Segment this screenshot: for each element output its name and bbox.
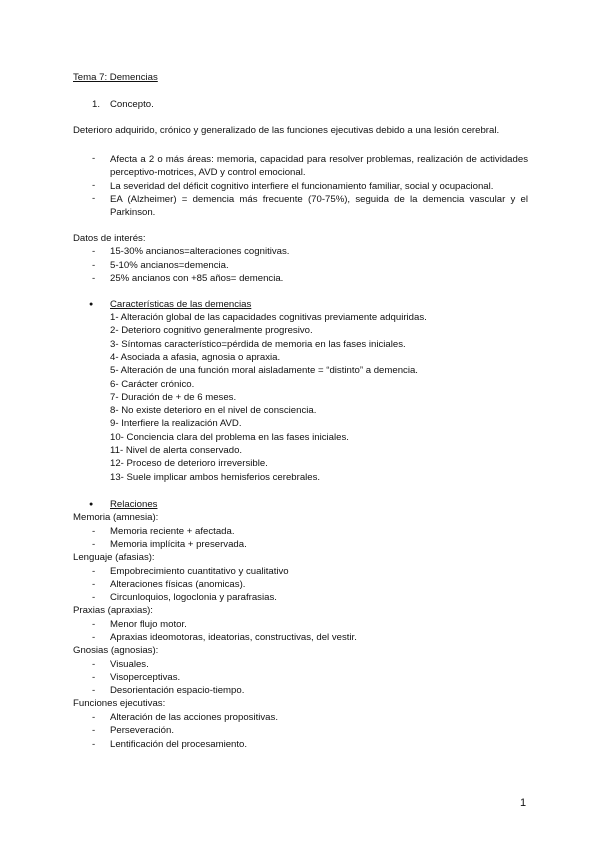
list-dash: - xyxy=(92,592,96,603)
caracteristica-item: 1- Alteración global de las capacidades cognitivas previamente adquiridas. xyxy=(110,312,427,323)
list-dash: - xyxy=(92,685,96,696)
relacion-item: Alteraciones físicas (anomicas). xyxy=(110,579,246,590)
bullet-icon: ● xyxy=(89,501,94,508)
list-dash: - xyxy=(92,260,96,271)
caracteristica-item: 9- Interfiere la realización AVD. xyxy=(110,418,242,429)
bullet-icon: ● xyxy=(89,301,94,308)
relacion-item: Memoria reciente + afectada. xyxy=(110,526,235,537)
caracteristica-item: 13- Suele implicar ambos hemisferios cerebrales. xyxy=(110,472,321,483)
page-number: 1 xyxy=(520,797,527,809)
relacion-item: Circunloquios, logoclonia y parafrasias. xyxy=(110,592,277,603)
datos-label: Datos de interés: xyxy=(73,233,146,244)
relacion-item: Menor flujo motor. xyxy=(110,619,187,630)
relacion-item: Empobrecimiento cuantitativo y cualitativo xyxy=(110,566,289,577)
caracteristica-item: 5- Alteración de una función moral aisladamente = “distinto” a demencia. xyxy=(110,365,418,376)
relacion-group-label: Praxias (apraxias): xyxy=(73,605,153,616)
list-dash: - xyxy=(92,273,96,284)
relacion-group-label: Funciones ejecutivas: xyxy=(73,698,166,709)
list-dash: - xyxy=(92,579,96,590)
definition-paragraph: Deterioro adquirido, crónico y generalizado de las funciones ejecutivas debido a una lesión cerebral. xyxy=(73,125,500,136)
relacion-group-label: Memoria (amnesia): xyxy=(73,512,159,523)
datos-item: 5-10% ancianos=demencia. xyxy=(110,260,229,271)
relacion-group-label: Gnosias (agnosias): xyxy=(73,645,159,656)
list-dash: - xyxy=(92,193,96,204)
list-dash: - xyxy=(92,619,96,630)
list-dash: - xyxy=(92,153,96,164)
caracteristica-item: 7- Duración de + de 6 meses. xyxy=(110,392,237,403)
list-dash: - xyxy=(92,180,96,191)
list-dash: - xyxy=(92,712,96,723)
relacion-item: Alteración de las acciones propositivas. xyxy=(110,712,278,723)
caracteristica-item: 6- Carácter crónico. xyxy=(110,379,195,390)
section-number: 1. xyxy=(92,99,101,110)
page-title: Tema 7: Demencias xyxy=(73,72,158,83)
concept-item-3: EA (Alzheimer) = demencia más frecuente (70-75%), seguida de la demencia vascular y el Parkinson. xyxy=(110,194,528,219)
caracteristica-item: 8- No existe deterioro en el nivel de consciencia. xyxy=(110,405,317,416)
list-dash: - xyxy=(92,566,96,577)
concept-item-2: La severidad del déficit cognitivo interfiere el funcionamiento familiar, social y ocupacional. xyxy=(110,181,494,192)
relacion-item: Memoria implícita + preservada. xyxy=(110,539,247,550)
relacion-item: Perseveración. xyxy=(110,725,174,736)
caracteristica-item: 2- Deterioro cognitivo generalmente progresivo. xyxy=(110,325,313,336)
list-dash: - xyxy=(92,725,96,736)
caracteristica-item: 11- Nivel de alerta conservado. xyxy=(110,445,243,456)
relacion-item: Visoperceptivas. xyxy=(110,672,181,683)
caracteristica-item: 4- Asociada a afasia, agnosia o apraxia. xyxy=(110,352,281,363)
list-dash: - xyxy=(92,539,96,550)
list-dash: - xyxy=(92,659,96,670)
list-dash: - xyxy=(92,739,96,750)
relacion-item: Lentificación del procesamiento. xyxy=(110,739,248,750)
list-dash: - xyxy=(92,246,96,257)
relacion-item: Desorientación espacio-tiempo. xyxy=(110,685,245,696)
section-heading: Concepto. xyxy=(110,99,154,110)
relaciones-heading: Relaciones xyxy=(110,499,158,510)
list-dash: - xyxy=(92,632,96,643)
datos-item: 15-30% ancianos=alteraciones cognitivas. xyxy=(110,246,290,257)
relacion-item: Apraxias ideomotoras, ideatorias, constructivas, del vestir. xyxy=(110,632,357,643)
concept-item-1: Afecta a 2 o más áreas: memoria, capacidad para resolver problemas, realización de actividades perceptivo-motrices, AVD y control emocional. xyxy=(110,154,528,179)
datos-item: 25% ancianos con +85 años= demencia. xyxy=(110,273,284,284)
relacion-group-label: Lenguaje (afasias): xyxy=(73,552,155,563)
caracteristica-item: 10- Conciencia clara del problema en las fases iniciales. xyxy=(110,432,349,443)
caracteristica-item: 12- Proceso de deterioro irreversible. xyxy=(110,458,268,469)
list-dash: - xyxy=(92,526,96,537)
relacion-item: Visuales. xyxy=(110,659,149,670)
caracteristicas-heading: Características de las demencias xyxy=(110,299,252,310)
list-dash: - xyxy=(92,672,96,683)
caracteristica-item: 3- Síntomas característico=pérdida de memoria en las fases iniciales. xyxy=(110,339,406,350)
